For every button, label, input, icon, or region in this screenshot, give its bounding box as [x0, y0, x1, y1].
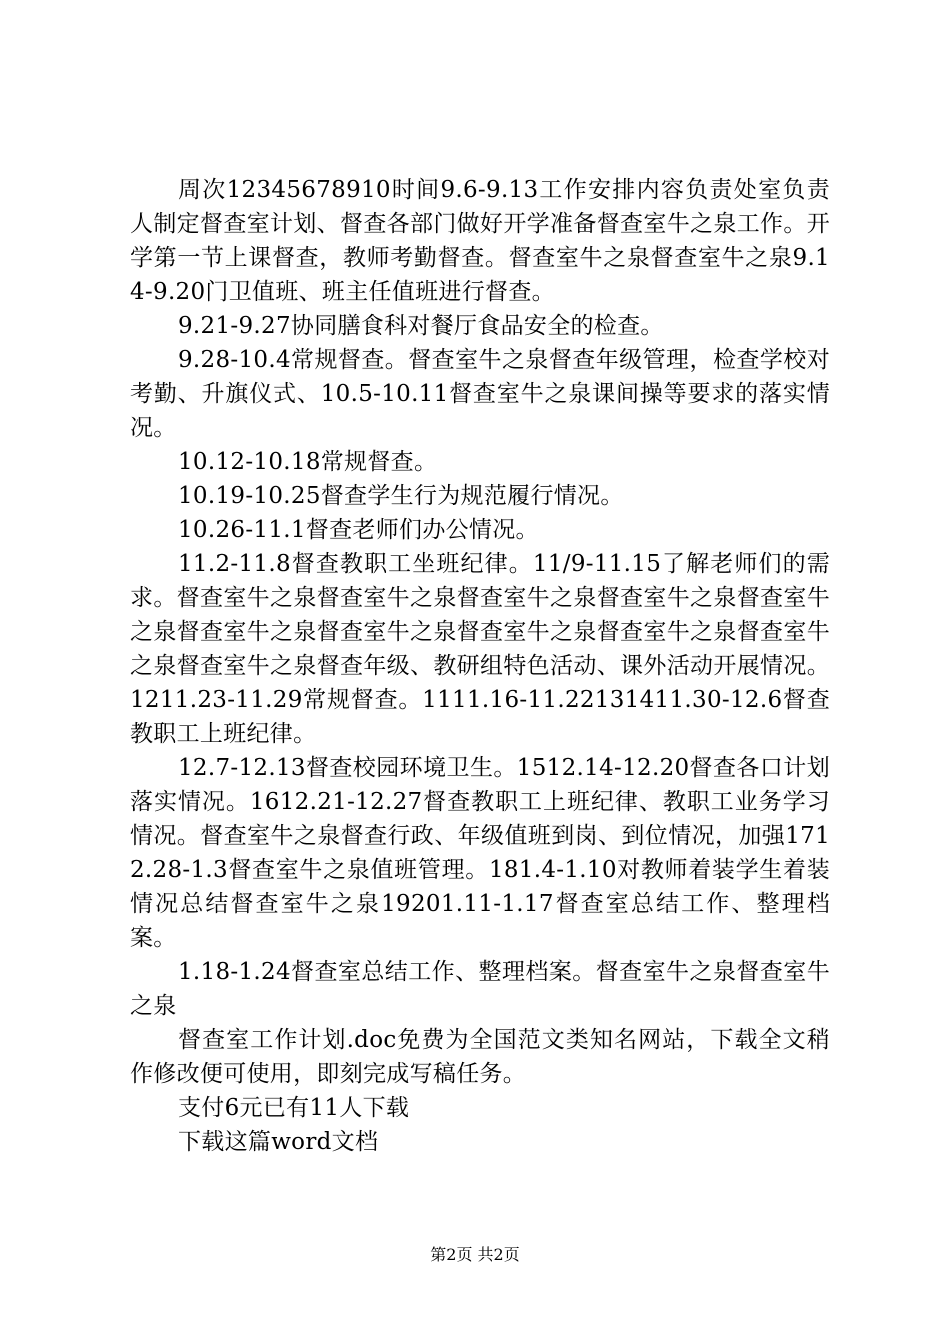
paragraph-routine-check: 9.28-10.4常规督查。督查室牛之泉督查年级管理，检查学校对考勤、升旗仪式、10.5-10.11督查室牛之泉课间操等要求的落实情况。 — [130, 347, 830, 441]
download-word-link[interactable]: 下载这篇word文档 — [178, 1129, 379, 1155]
paragraph-campus-environment: 12.7-12.13督查校园环境卫生。1512.14-12.20督查各口计划落实情况。1612.21-12.27督查教职工上班纪律、教职工业务学习情况。督查室牛之泉督查行政、年级值班到岗、到位情况，加强1712.28-1.3督查室牛之泉值班管理。181.4-1.10对教师着装学生着装情况总结督查室牛之泉19201.11-1.17督查室总结工作、整理档案。 — [130, 755, 830, 951]
paragraph-food-safety: 9.21-9.27协同膳食科对餐厅食品安全的检查。 — [178, 313, 664, 339]
page-footer: 第2页 共2页 — [430, 1245, 520, 1264]
paragraph-routine-check-2: 10.12-10.18常规督查。 — [178, 449, 438, 475]
paragraph-schedule-intro: 周次12345678910时间9.6-9.13工作安排内容负责处室负责人制定督查室计划、督查各部门做好开学准备督查室牛之泉工作。开学第一节上课督查，教师考勤督查。督查室牛之泉督查室牛之泉9.14-9.20门卫值班、班主任值班进行督查。 — [130, 177, 830, 305]
paragraph-office-check: 10.26-11.1督查老师们办公情况。 — [178, 517, 539, 543]
paragraph-summary: 1.18-1.24督查室总结工作、整理档案。督查室牛之泉督查室牛之泉 — [130, 959, 830, 1019]
paragraph-site-notice: 督查室工作计划.doc免费为全国范文类知名网站，下载全文稍作修改便可使用，即刻完成写稿任务。 — [130, 1027, 830, 1087]
paragraph-staff-discipline: 11.2-11.8督查教职工坐班纪律。11/9-11.15了解老师们的需求。督查室牛之泉督查室牛之泉督查室牛之泉督查室牛之泉督查室牛之泉督查室牛之泉督查室牛之泉督查室牛之泉督查室牛之泉督查室牛之泉督查室牛之泉督查年级、教研组特色活动、课外活动开展情况。1211.23-11.29常规督查。1111.16-11.22131411.30-12.6督查教职工上班纪律。 — [130, 551, 830, 747]
paragraph-student-behavior: 10.19-10.25督查学生行为规范履行情况。 — [178, 483, 624, 509]
document-body — [130, 173, 830, 1159]
payment-info: 支付6元已有11人下载 — [178, 1095, 410, 1121]
